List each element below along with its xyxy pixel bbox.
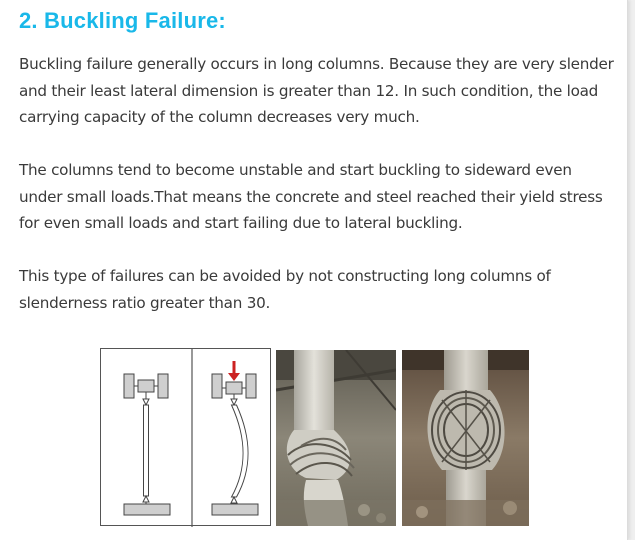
buckling-figure: [100, 348, 530, 530]
paragraph-1: Buckling failure generally occurs in long columns. Because they are very slender and their least lateral dimension is greater than 12. In such condition, the load carrying capacity of the column decreases very much.: [19, 55, 614, 126]
section-heading: 2. Buckling Failure:: [19, 8, 226, 33]
figure-caption-cut: [268, 534, 378, 540]
buckled-column-icon: [212, 361, 258, 515]
scrollbar-gutter: [627, 0, 635, 540]
paragraph-3: This type of failures can be avoided by not constructing long columns of slenderness ratio greater than 30.: [19, 267, 551, 312]
column-diagram-panel: [100, 348, 271, 526]
column-diagram: [101, 349, 272, 527]
crushed-column-photo: [402, 350, 529, 526]
paragraph-2: The columns tend to become unstable and start buckling to sideward even under small loads.That means the concrete and steel reached their yield stress for even small loads and start failing due to lateral buckling.: [19, 161, 603, 232]
straight-column-icon: [124, 374, 170, 515]
buckled-column-photo: [276, 350, 396, 526]
